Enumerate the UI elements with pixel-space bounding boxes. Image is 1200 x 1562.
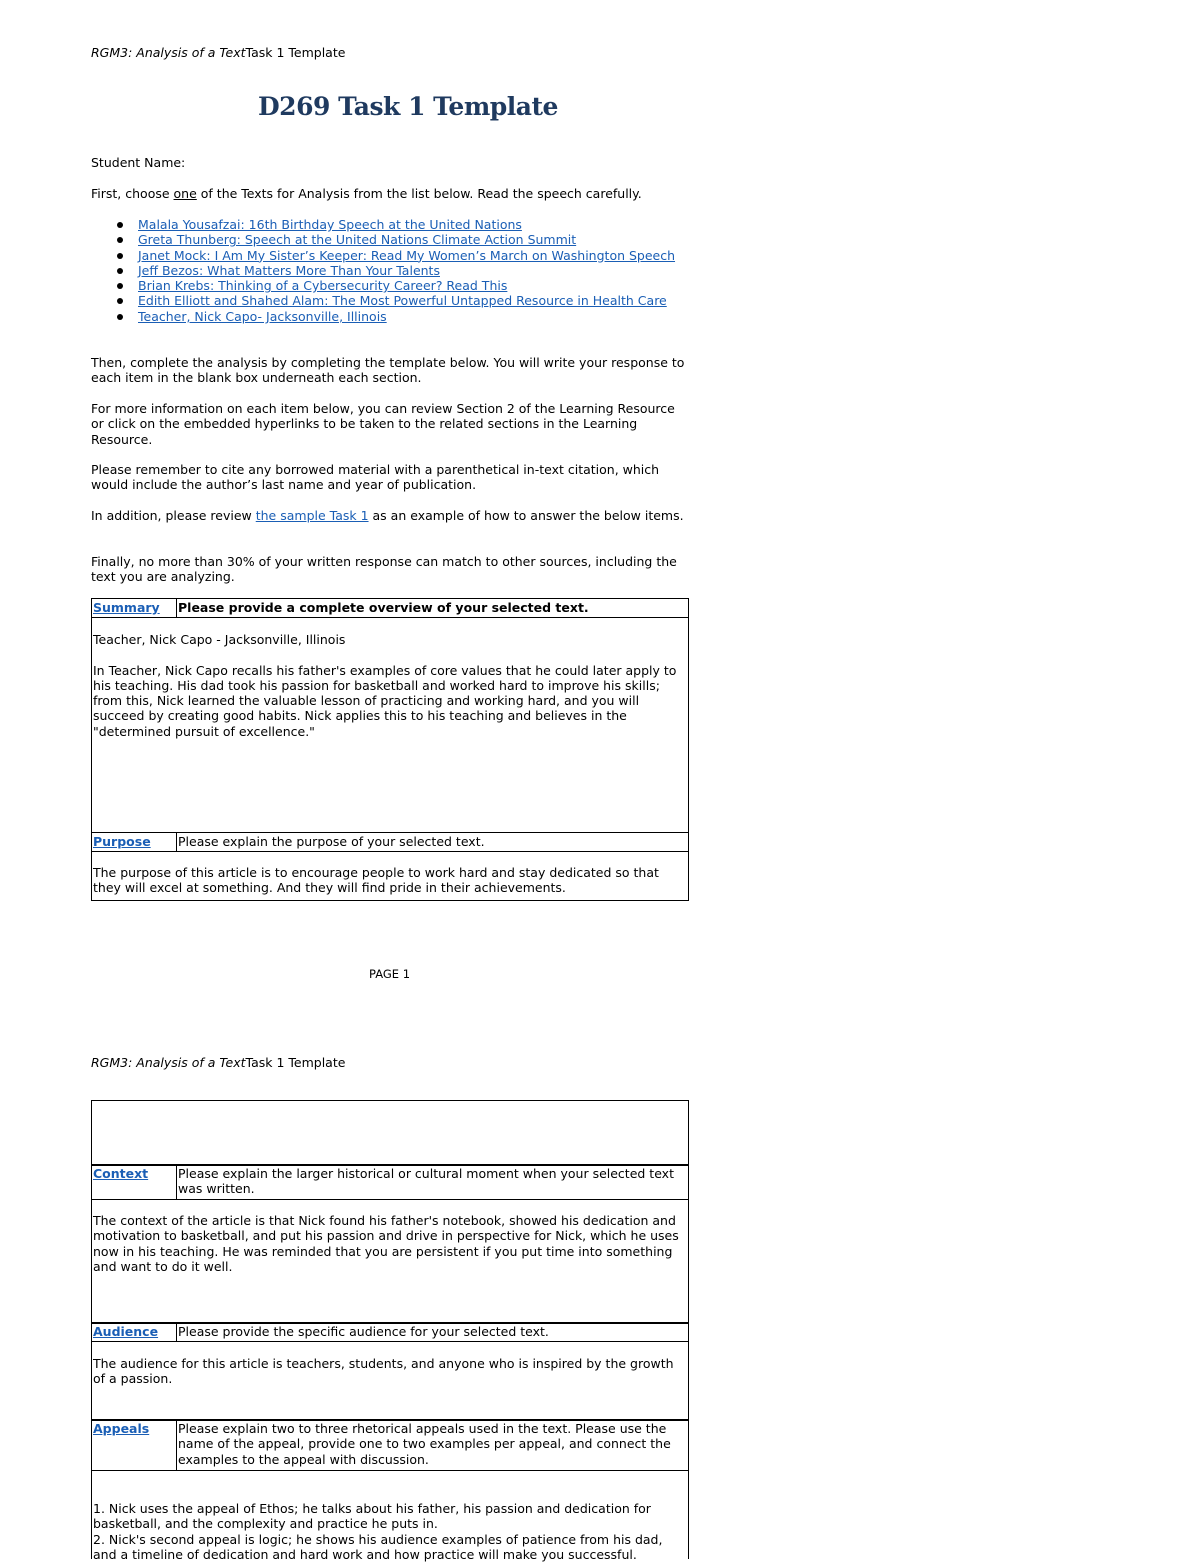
text-link-greta[interactable]: Greta Thunberg: Speech at the United Nations Climate Action Summit [138, 232, 577, 248]
header-template-label: Task 1 Template [245, 45, 346, 60]
page-number: PAGE 1 [369, 967, 411, 981]
cite-paragraph: Please remember to cite any borrowed material with a parenthetical in-text citation, which would include the author’s last name and year of publication. [91, 462, 660, 493]
summary-header-row [91, 598, 689, 618]
text-link-krebs[interactable]: Brian Krebs: Thinking of a Cybersecurity Career? Read This [138, 278, 508, 294]
intro-instruction: First, choose one of the Texts for Analysis from the list below. Read the speech carefully. [91, 186, 642, 201]
purpose-prompt: Please explain the purpose of your selected text. [178, 834, 485, 849]
page-title: D269 Task 1 Template [258, 92, 558, 121]
audience-answer: The audience for this article is teachers, students, and anyone who is inspired by the growth of a passion. [93, 1356, 674, 1387]
summary-link[interactable]: Summary [93, 600, 160, 615]
audience-prompt: Please provide the specific audience for your selected text. [178, 1324, 549, 1339]
text-link-capo[interactable]: Teacher, Nick Capo- Jacksonville, Illinois [138, 308, 387, 324]
context-label [92, 1165, 177, 1199]
text-link-janet[interactable]: Janet Mock: I Am My Sister’s Keeper: Read My Women’s March on Washington Speech [138, 247, 676, 263]
purpose-answer-box[interactable] [91, 850, 689, 901]
text-link-malala[interactable]: Malala Yousafzai: 16th Birthday Speech at the United Nations [138, 217, 522, 232]
summary-prompt: Please provide a complete overview of your selected text. [178, 600, 589, 615]
context-prompt: Please explain the larger historical or cultural moment when your selected text was written. [178, 1166, 674, 1197]
list-item [138, 248, 738, 263]
context-answer: The context of the article is that Nick found his father's notebook, showed his dedication and motivation to basketball, and put his passion and drive in perspective for Nick, which he uses now in his teaching. He was reminded that you are persistent if you put time into something and want to do it well. [93, 1213, 679, 1274]
audience-answer-box[interactable] [91, 1340, 689, 1421]
list-item [138, 278, 738, 293]
review-paragraph: In addition, please review the sample Task 1 as an example of how to answer the below items. [91, 508, 684, 523]
summary-answer-box[interactable] [91, 616, 689, 833]
context-answer-box[interactable] [91, 1198, 689, 1324]
purpose-answer: The purpose of this article is to encourage people to work hard and stay dedicated so that they will excel at something. And they will find pride in their achievements. [93, 865, 659, 896]
list-item [138, 232, 738, 247]
page-header [91, 45, 345, 60]
student-name-label: Student Name: [91, 155, 186, 170]
emphasis-one: one [173, 186, 197, 201]
sample-task-link[interactable]: the sample Task 1 [255, 508, 369, 523]
summary-answer-title: Teacher, Nick Capo - Jacksonville, Illinois [93, 632, 346, 647]
texts-for-analysis-list [91, 217, 738, 324]
purpose-label [92, 833, 177, 851]
audience-header-row [91, 1322, 689, 1342]
text-link-bezos[interactable]: Jeff Bezos: What Matters More Than Your Talents [138, 262, 440, 278]
appeals-answer-box[interactable] [91, 1469, 689, 1562]
purpose-header-row [91, 832, 689, 852]
appeals-header-row [91, 1419, 689, 1471]
text-link-elliott-alam[interactable]: Edith Elliott and Shahed Alam: The Most Powerful Untapped Resource in Health Care [138, 293, 667, 309]
finally-paragraph: Finally, no more than 30% of your written response can match to other sources, including the text you are analyzing. [91, 554, 677, 585]
context-header-row [91, 1164, 689, 1200]
context-link[interactable]: Context [93, 1166, 149, 1181]
course-name: RGM3: Analysis of a Text [91, 45, 246, 60]
summary-label [92, 599, 177, 617]
appeals-answer-2: 2. Nick's second appeal is logic; he shows his audience examples of patience from his dad, and a timeline of dedication and hard work and how practice will make you successful. [93, 1531, 663, 1562]
list-item [138, 309, 738, 324]
purpose-answer-continuation[interactable] [91, 1100, 689, 1166]
summary-answer: In Teacher, Nick Capo recalls his father's examples of core values that he could later apply to his teaching. His dad took his passion for basketball and worked hard to improve his skills; from this, Nick learned the valuable lesson of practicing and working hard, and you will succeed by creating good habits. Nick applies this to his teaching and believes in the "determined pursuit of excellence." [93, 662, 677, 739]
list-item [138, 293, 738, 308]
appeals-label [92, 1420, 177, 1470]
appeals-answer-1: 1. Nick uses the appeal of Ethos; he talks about his father, his passion and dedication for basketball, and the complexity and practice he puts in. [93, 1501, 651, 1532]
purpose-link[interactable]: Purpose [93, 834, 151, 849]
appeals-prompt: Please explain two to three rhetorical appeals used in the text. Please use the name of the appeal, provide one to two examples per appeal, and connect the examples to the appeal with discussion. [178, 1421, 671, 1467]
list-item [138, 263, 738, 278]
page-header-2: RGM3: Analysis of a TextTask 1 Template [91, 1055, 346, 1070]
audience-label [92, 1323, 177, 1341]
audience-link[interactable]: Audience [93, 1324, 159, 1339]
list-item [138, 217, 738, 232]
then-paragraph: Then, complete the analysis by completing the template below. You will write your response to each item in the blank box underneath each section. [91, 355, 685, 386]
more-info-paragraph: For more information on each item below, you can review Section 2 of the Learning Resource or click on the embedded hyperlinks to be taken to the related sections in the Learning Resource. [91, 401, 675, 447]
appeals-link[interactable]: Appeals [93, 1421, 150, 1436]
